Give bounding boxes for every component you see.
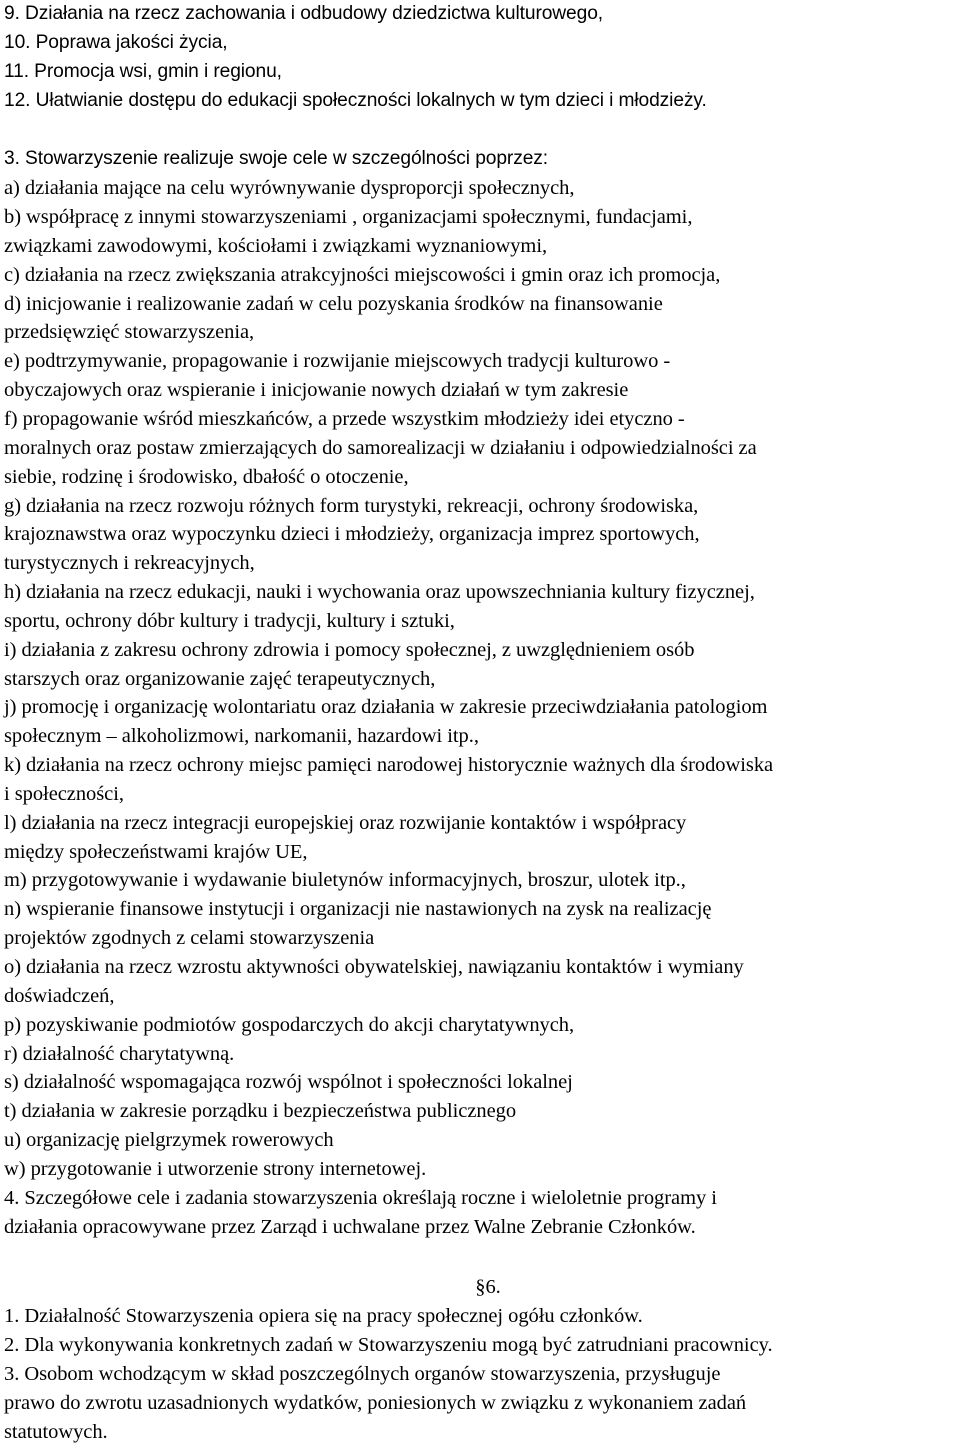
section-3-intro: 3. Stowarzyszenie realizuje swoje cele w szczególności poprzez: — [4, 148, 548, 170]
section-3-line: siebie, rodzinę i środowisko, dbałość o otoczenie, — [4, 465, 409, 488]
paragraph-heading: §6. — [475, 1276, 501, 1299]
section-3-line: o) działania na rzecz wzrostu aktywności obywatelskiej, nawiązaniu kontaktów i wymiany — [4, 956, 744, 978]
section-3-line: i) działania z zakresu ochrony zdrowia i pomocy społecznej, z uwzględnieniem osób — [4, 638, 695, 661]
spacer — [4, 115, 958, 145]
section-3-line: k) działania na rzecz ochrony miejsc pamięci narodowej historycznie ważnych dla środowiska — [4, 754, 774, 777]
section-3-line: u) organizację pielgrzymek rowerowych — [4, 1129, 334, 1152]
section-3-line: starszych oraz organizowanie zajęć terapeutycznych, — [4, 667, 436, 690]
section-3-means — [4, 145, 958, 1183]
section-3-line: krajoznawstwa oraz wypoczynku dzieci i młodzieży, organizacja imprez sportowych, — [4, 523, 700, 546]
goals-list-continuation — [4, 0, 958, 115]
section-3-line: p) pozyskiwanie podmiotów gospodarczych do akcji charytatywnych, — [4, 1013, 575, 1036]
section-3-line: a) działania mające na celu wyrównywanie dysproporcji społecznych, — [4, 177, 575, 200]
section-6-line: 2. Dla wykonywania konkretnych zadań w Stowarzyszeniu mogą być zatrudniani pracownicy. — [4, 1334, 773, 1357]
section-3-line: doświadczeń, — [4, 984, 115, 1007]
section-3-line: obyczajowych oraz wspieranie i inicjowanie nowych działań w tym zakresie — [4, 379, 629, 402]
section-3-line: f) propagowanie wśród mieszkańców, a przede wszystkim młodzieży idei etyczno - — [4, 407, 685, 430]
section-3-line: projektów zgodnych z celami stowarzyszenia — [4, 927, 375, 950]
section-3-line: przedsięwzięć stowarzyszenia, — [4, 321, 255, 344]
section-3-line: r) działalność charytatywną. — [4, 1042, 235, 1065]
section-4-line: działania opracowywane przez Zarząd i uchwalane przez Walne Zebranie Członków. — [4, 1215, 696, 1238]
goal-item-12: 12. Ułatwianie dostępu do edukacji społeczności lokalnych w tym dzieci i młodzieży. — [4, 89, 707, 111]
section-4 — [4, 1184, 958, 1242]
section-3-line: związkami zawodowymi, kościołami i związkami wyznaniowymi, — [4, 234, 548, 257]
section-3-line: m) przygotowywanie i wydawanie biuletynów informacyjnych, broszur, ulotek itp., — [4, 869, 686, 892]
section-3-line: społecznym – alkoholizmowi, narkomanii, hazardowi itp., — [4, 725, 479, 748]
section-3-line: d) inicjowanie i realizowanie zadań w celu pozyskania środków na finansowanie — [4, 292, 663, 315]
section-3-line: turystycznych i rekreacyjnych, — [4, 552, 255, 575]
section-3-line: e) podtrzymywanie, propagowanie i rozwijanie miejscowych tradycji kulturowo - — [4, 350, 671, 373]
section-6-line: statutowych. — [4, 1420, 108, 1443]
section-3-line: moralnych oraz postaw zmierzających do samorealizacji w działaniu i odpowiedzialności za — [4, 436, 757, 459]
section-3-line: h) działania na rzecz edukacji, nauki i wychowania oraz upowszechniania kultury fizycznej, — [4, 581, 755, 604]
section-3-line: sportu, ochrony dóbr kultury i tradycji, kultury i sztuki, — [4, 609, 455, 632]
section-3-line: c) działania na rzecz zwiększania atrakcyjności miejscowości i gmin oraz ich promocja, — [4, 263, 721, 286]
section-6-line: 3. Osobom wchodzącym w skład poszczególnych organów stowarzyszenia, przysługuje — [4, 1362, 721, 1385]
goal-item-11: 11. Promocja wsi, gmin i regionu, — [4, 60, 282, 82]
section-6-line: 1. Działalność Stowarzyszenia opiera się na pracy społecznej ogółu członków. — [4, 1305, 643, 1328]
goal-item-10: 10. Poprawa jakości życia, — [4, 31, 228, 53]
section-3-line: w) przygotowanie i utworzenie strony internetowej. — [4, 1157, 427, 1180]
section-3-line: s) działalność wspomagająca rozwój wspólnot i społeczności lokalnej — [4, 1071, 573, 1094]
section-6-line: prawo do zwrotu uzasadnionych wydatków, poniesionych w związku z wykonaniem zadań — [4, 1391, 747, 1414]
section-3-line: i społeczności, — [4, 782, 124, 805]
section-3-line: g) działania na rzecz rozwoju różnych form turystyki, rekreacji, ochrony środowiska, — [4, 494, 699, 517]
section-3-line: l) działania na rzecz integracji europejskiej oraz rozwijanie kontaktów i współpracy — [4, 811, 687, 834]
section-3-line: t) działania w zakresie porządku i bezpieczeństwa publicznego — [4, 1100, 517, 1123]
spacer — [4, 1241, 958, 1273]
section-3-line: n) wspieranie finansowe instytucji i organizacji nie nastawionych na zysk na realizację — [4, 898, 712, 921]
document-page — [4, 0, 958, 1447]
section-3-line: j) promocję i organizację wolontariatu oraz działania w zakresie przeciwdziałania patologiom — [4, 696, 768, 719]
section-6 — [4, 1302, 958, 1446]
section-3-line: między społeczeństwami krajów UE, — [4, 840, 308, 863]
section-3-line: b) współpracę z innymi stowarzyszeniami , organizacjami społecznymi, fundacjami, — [4, 206, 693, 229]
section-4-line: 4. Szczegółowe cele i zadania stowarzyszenia określają roczne i wieloletnie programy i — [4, 1186, 717, 1209]
goal-item-9: 9. Działania na rzecz zachowania i odbudowy dziedzictwa kulturowego, — [4, 3, 604, 24]
